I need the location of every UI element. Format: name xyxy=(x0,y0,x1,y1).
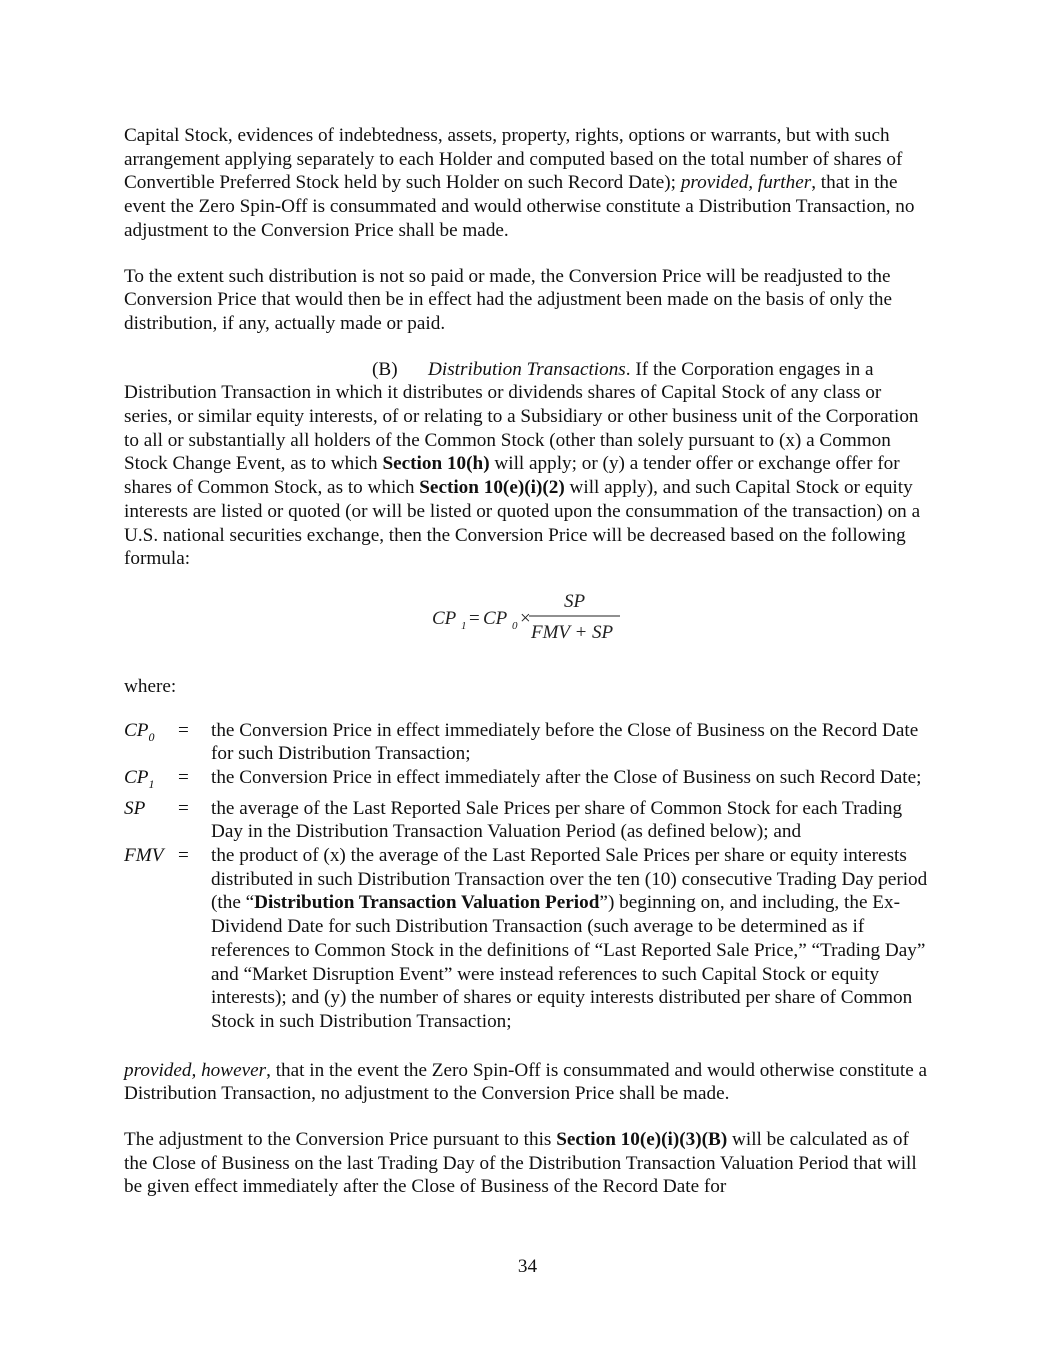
definition-text: the Conversion Price in effect immediately before the Close of Business on the Record Date for such Distribution Transaction; xyxy=(211,719,919,765)
definition-symbol: SP xyxy=(124,797,146,819)
formula-equals: = xyxy=(469,607,480,629)
definition-row-fmv: FMV = the product of (x) the average of the Last Reported Sale Prices per share or equity interests distributed in such Distribution Transaction over the ten (10) consecutive Trading Day period (the “Distribution Transaction Valuation Period”) beginning on, and including, the Ex-Dividend Date for such Distribution Transaction (such average to be determined as if references to Common Stock in the definitions of “Last Reported Sale Price,” “Trading Day” and “Market Disruption Event” were instead references to such Capital Stock or equity interests); and (y) the number of shares or equity interests distributed per share of Common Stock in such Distribution Transaction; xyxy=(124,844,936,1034)
definition-row-sp: SP = the average of the Last Reported Sale Prices per share of Common Stock for each Trading Day in the Distribution Transaction Valuation Period (as defined below); and xyxy=(124,797,936,844)
where-label: where: xyxy=(124,675,177,697)
definition-text: the average of the Last Reported Sale Prices per share of Common Stock for each Trading Day in the Distribution Transaction Valuation Period (as defined below); and xyxy=(211,797,903,843)
definition-text: the Conversion Price in effect immediately after the Close of Business on such Record Date; xyxy=(211,767,922,789)
paragraph-distribution-transactions: (B) Distribution Transactions. If the Corporation engages in a Distribution Transaction in which it distributes or dividends shares of Capital Stock of any class or series, or similar equity interests, of or relating to a Subsidiary or other business unit of the Corporation to all or substantially all holders of the Common Stock (other than solely pursuant to (x) a Common Stock Change Event, as to which Section 10(h) will apply; or (y) a tender offer or exchange offer for shares of Common Stock, as to which Section 10(e)(i)(2) will apply), and such Capital Stock or equity interests are listed or quoted (or will be listed or quoted upon the consummation of the transaction) on a U.S. national securities exchange, then the Conversion Price will be decreased based on the following formula: xyxy=(124,358,921,570)
paragraph-provided-however: provided, however, that in the event the Zero Spin-Off is consummated and would otherwise constitute a Distribution Transaction, no adjustment to the Conversion Price shall be made. xyxy=(124,1059,928,1105)
formula-denominator: FMV + SP xyxy=(531,621,614,643)
definition-symbol: CP xyxy=(124,767,149,789)
formula-lhs-sub: 1 xyxy=(461,619,467,632)
section-ref-10h: Section 10(h) xyxy=(382,453,490,475)
formula-numerator: SP xyxy=(564,590,586,612)
definition-row-cp0: $CP_0$ = the Conversion Price in effect immediately before the Close of Business on the Record Date for such Distribution Transaction; xyxy=(124,719,936,766)
formula-rhs-sub: 0 xyxy=(512,619,518,632)
formula-rhs: CP xyxy=(483,607,508,629)
subsection-label: (B) xyxy=(372,358,398,380)
page-number: 34 xyxy=(517,1256,538,1277)
formula-graphic xyxy=(424,591,624,651)
section-ref-10ei3b: Section 10(e)(i)(3)(B) xyxy=(556,1129,728,1151)
conversion-formula xyxy=(124,571,934,675)
document-page xyxy=(124,124,934,1199)
section-ref-10ei2: Section 10(e)(i)(2) xyxy=(419,477,565,499)
definition-text: the product of (x) the average of the Last Reported Sale Prices per share or equity interests distributed in such Distribution Transaction over the ten (10) consecutive Trading Day period (the “Distribution Transaction Valuation Period”) beginning on, and including, the Ex-Dividend Date for such Distribution Transaction (such average to be determined as if references to Common Stock in the definitions of “Last Reported Sale Price,” “Trading Day” and “Market Disruption Event” were instead references to such Capital Stock or equity interests); and (y) the number of shares or equity interests distributed per share of Common Stock in such Distribution Transaction; xyxy=(211,845,928,1032)
paragraph-adjustment-calculation: The adjustment to the Conversion Price pursuant to this Section 10(e)(i)(3)(B) will be calculated as of the Close of Business on the last Trading Day of the Distribution Transaction Valuation Period that will be given effect immediately after the Close of Business of the Record Date for xyxy=(124,1129,917,1198)
definitions-table xyxy=(124,719,936,1034)
definition-row-cp1: $CP_1$ = the Conversion Price in effect immediately after the Close of Business on such Record Date; xyxy=(124,766,936,797)
formula-times: × xyxy=(520,607,531,629)
italic-provided-further: provided, further xyxy=(680,172,812,194)
paragraph-readjustment: To the extent such distribution is not so paid or made, the Conversion Price will be readjusted to the Conversion Price that would then be in effect had the adjustment been made on the basis of only the distribution, if any, actually made or paid. xyxy=(124,265,893,334)
paragraph-capital-stock: Capital Stock, evidences of indebtedness, assets, property, rights, options or warrants, but with such arrangement applying separately to each Holder and computed based on the total number of shares of Convertible Preferred Stock held by such Holder on such Record Date); provided, further, that in the event the Zero Spin-Off is consummated and would otherwise constitute a Distribution Transaction, no adjustment to the Conversion Price shall be made. xyxy=(124,125,915,241)
definition-symbol: FMV xyxy=(124,845,164,866)
defined-term: Distribution Transaction Valuation Period xyxy=(254,892,600,914)
definition-symbol: CP xyxy=(124,719,149,741)
italic-provided-however: provided, however xyxy=(124,1059,267,1081)
formula-lhs: CP xyxy=(432,607,457,629)
subsection-heading: Distribution Transactions xyxy=(428,358,626,380)
